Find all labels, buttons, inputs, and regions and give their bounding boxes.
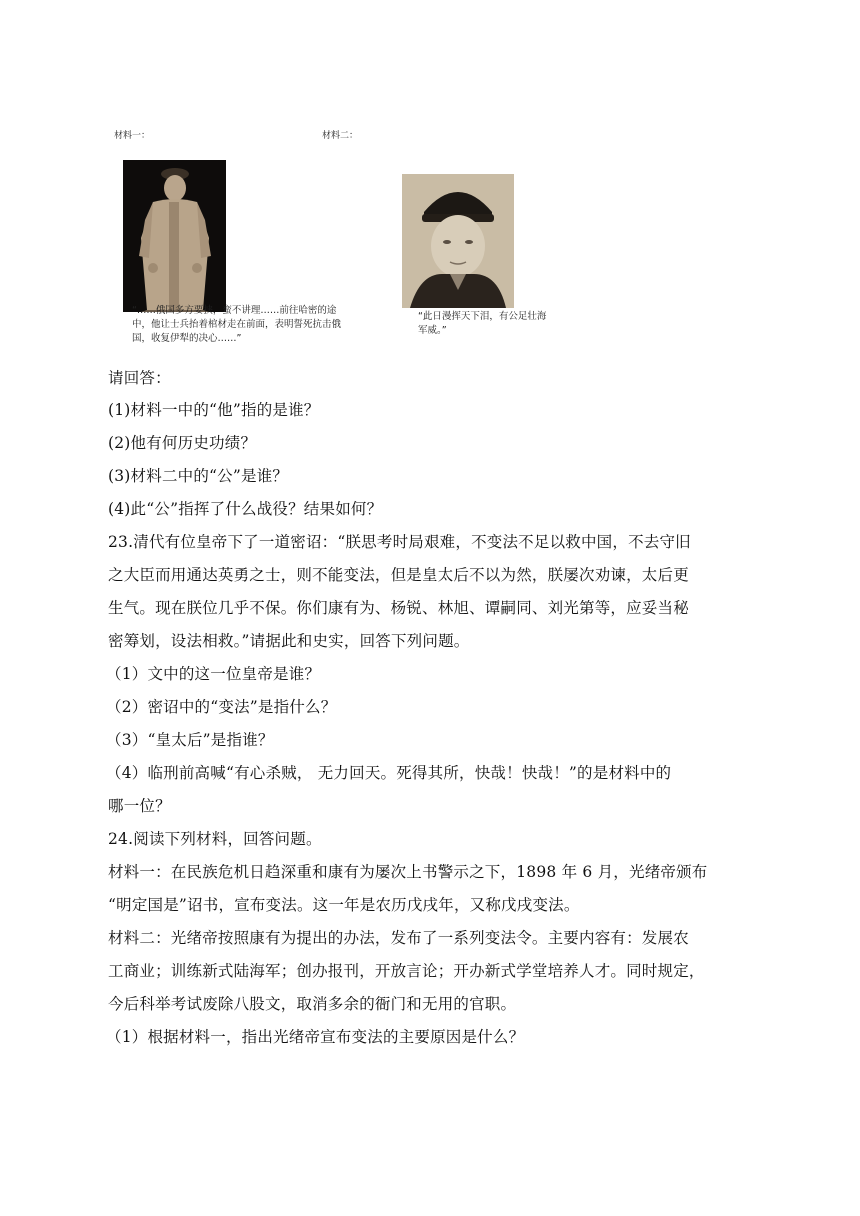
official-full-length-photo <box>123 160 226 312</box>
q24-line-1: 24.阅读下列材料，回答问题。 <box>108 830 322 848</box>
q24-line-5: 工商业；训练新式陆海军；创办报刊，开放言论；开办新式学堂培养人才。同时规定， <box>108 962 705 980</box>
q23-line-2: 之大臣而用通达英勇之士，则不能变法，但是皇太后不以为然，朕屡次劝谏，太后更 <box>108 566 689 584</box>
material-figure <box>108 118 547 358</box>
q23-item-2: （2）密诏中的“变法”是指什么？ <box>106 698 337 716</box>
material2-label: 材料二： <box>322 131 359 141</box>
material2-caption: “此日漫挥天下泪，有公足壮海军威。” <box>418 311 547 336</box>
material1-label: 材料一： <box>114 131 151 141</box>
q23-item-4: （4）临刑前高喊“有心杀贼， 无力回天。死得其所，快哉！快哉！”的是材料中的 <box>106 764 672 782</box>
q22-prompt: 请回答： <box>108 369 171 387</box>
q23-line-3: 生气。现在朕位几乎不保。你们康有为、杨锐、林旭、谭嗣同、刘光第等，应妥当秘 <box>108 599 689 617</box>
material1-caption: “……俄国多方要挟，蛮不讲理……前往哈密的途中，他让士兵抬着棺材走在前面，表明誓死抗击俄国，收复伊犁的决心……” <box>132 305 342 344</box>
q23-line-1: 23.清代有位皇帝下了一道密诏：“朕思考时局艰难，不变法不足以救中国，不去守旧 <box>108 533 691 551</box>
q23-line-4: 密筹划，设法相救。”请据此和史实，回答下列问题。 <box>108 632 470 650</box>
q24-line-4: 材料二：光绪帝按照康有为提出的办法，发布了一系列变法令。主要内容有：发展农 <box>108 929 689 947</box>
q23-item-4-cont: 哪一位？ <box>108 797 171 815</box>
q24-line-6: 今后科举考试废除八股文，取消多余的衙门和无用的官职。 <box>108 995 517 1013</box>
q22-item-3: (3)材料二中的“公”是谁？ <box>108 467 289 485</box>
q22-item-4: (4)此“公”指挥了什么战役？结果如何？ <box>108 500 383 518</box>
q22-item-1: (1)材料一中的“他”指的是谁？ <box>108 401 320 419</box>
q23-item-1: （1）文中的这一位皇帝是谁？ <box>106 665 321 683</box>
q23-item-3: （3）“皇太后”是指谁？ <box>106 731 274 749</box>
q24-item-1: （1）根据材料一，指出光绪帝宣布变法的主要原因是什么？ <box>106 1028 525 1046</box>
q24-line-2: 材料一：在民族危机日趋深重和康有为屡次上书警示之下，1898 年 6 月，光绪帝颁布 <box>108 863 708 881</box>
q24-line-3: “明定国是”诏书，宣布变法。这一年是农历戊戌年，又称戊戌变法。 <box>108 896 580 914</box>
official-portrait-photo <box>402 174 514 308</box>
q22-item-2: (2)他有何历史功绩？ <box>108 434 257 452</box>
